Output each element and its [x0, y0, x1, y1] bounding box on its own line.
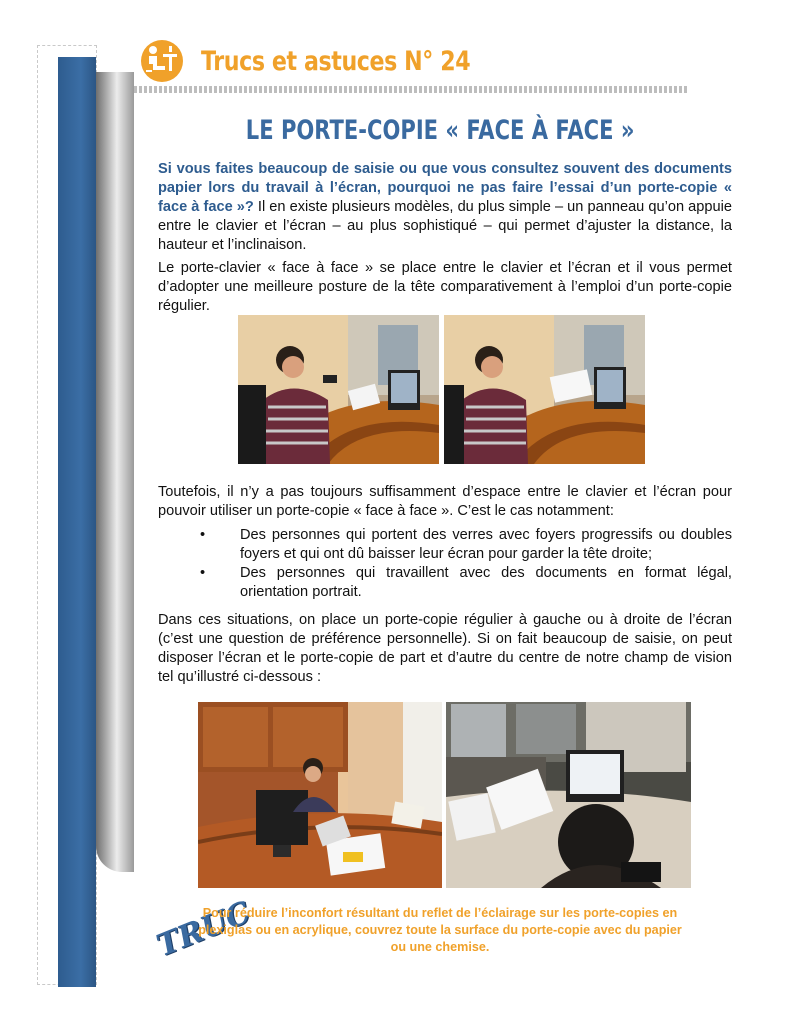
- header-title: Trucs et astuces N° 24: [201, 46, 471, 77]
- tip-label: TRUC: [151, 895, 256, 964]
- intro-paragraph: [158, 160, 732, 255]
- bullet-text: Des personnes qui portent des verres avec foyers progressifs ou doubles foyers et qui ont dû baisser leur écran pour garder la tête droite;: [240, 527, 732, 562]
- bullet-symbol: •: [200, 527, 206, 543]
- photo-side-copyholder-2: [446, 702, 691, 888]
- intro-rest: Il en existe plusieurs modèles, du plus simple – un panneau qu’on appuie entre le clavier et l’écran – au plus sophistiqué – qui permet d’ajuster la distance, la hauteur et l’inclinaison.: [158, 199, 732, 253]
- intro-lead: Si vous faites beaucoup de saisie ou que vous consultez souvent des documents papier lors du travail à l’écran, pourquoi ne pas faire l’essai d’un porte-copie « face à face »?: [158, 161, 732, 215]
- photo-face-a-face-2: [444, 315, 645, 464]
- bullet-symbol: •: [200, 565, 206, 581]
- photo-side-copyholder-1: [198, 702, 442, 888]
- paragraph-2: Le porte-clavier « face à face » se place entre le clavier et l’écran et il vous permet d’adopter une meilleure posture de la tête comparativement à l’emploi d’un porte-copie régulier.: [158, 260, 732, 314]
- paragraph-4: Dans ces situations, on place un porte-copie régulier à gauche ou à droite de l’écran (c’est une question de préférence personnelle). Si on fait beaucoup de saisie, on peut disposer l’écran et le porte-copie de part et d’autre du centre de notre champ de vision tel qu’illustré ci-dessous :: [158, 612, 732, 685]
- paragraph-3: Toutefois, il n’y a pas toujours suffisamment d’espace entre le clavier et l’écran pour pouvoir utiliser un porte-copie « face à face ». C’est le cas notamment:: [158, 484, 732, 519]
- desk-worker-icon: [141, 40, 183, 82]
- photo-face-a-face-1: [238, 315, 439, 464]
- tip-text: Pour réduire l’inconfort résultant du reflet de l’éclairage sur les porte-copies en plexiglas ou en acrylique, couvrez toute la surface du porte-copie avec du papier ou une chemise.: [198, 906, 682, 954]
- bullet-item: [200, 564, 732, 602]
- left-blue-bar: [58, 57, 96, 987]
- header-rule: [134, 86, 689, 93]
- bullet-list: [200, 526, 732, 602]
- page-title-text: LE PORTE-COPIE « FACE À FACE »: [246, 115, 635, 146]
- page-title: [0, 115, 791, 146]
- left-silver-bar: [96, 72, 134, 872]
- bullet-item: [200, 526, 732, 564]
- bullet-text: Des personnes qui travaillent avec des documents en format légal, orientation portrait.: [240, 565, 732, 600]
